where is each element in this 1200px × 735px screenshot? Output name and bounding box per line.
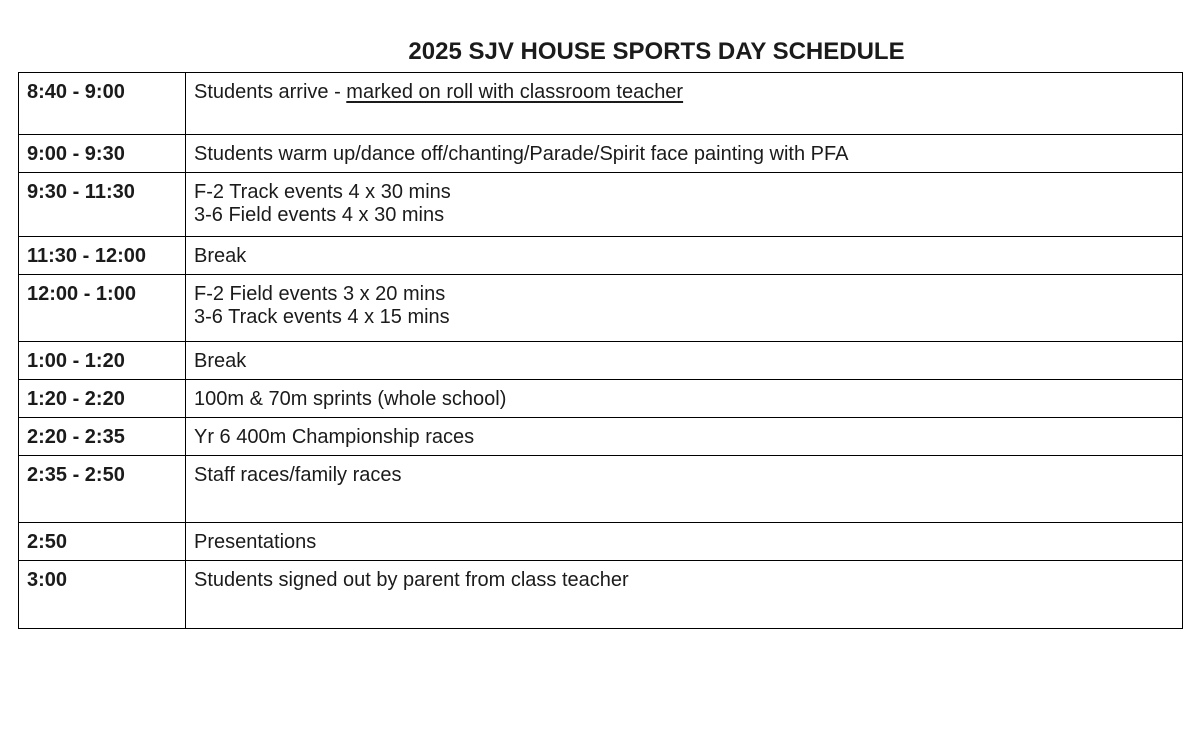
time-cell: 2:50 — [19, 523, 186, 561]
activity-cell — [186, 173, 1183, 237]
activity-text: Students warm up/dance off/chanting/Parade/Spirit face painting with PFA — [194, 143, 849, 165]
activity-text: F-2 Track events 4 x 30 mins — [194, 181, 451, 203]
activity-text-underlined: marked on roll with classroom teacher — [346, 81, 684, 103]
table-row — [19, 456, 1183, 523]
activity-cell — [186, 237, 1183, 275]
activity-text: Staff races/family races — [194, 464, 402, 486]
activity-text: Break — [194, 245, 247, 267]
activity-line — [194, 245, 1172, 268]
table-row — [19, 561, 1183, 629]
activity-cell — [186, 380, 1183, 418]
table-row — [19, 275, 1183, 342]
time-cell: 9:00 - 9:30 — [19, 135, 186, 173]
table-row — [19, 173, 1183, 237]
table-row — [19, 237, 1183, 275]
activity-line — [194, 531, 1172, 554]
activity-text: 100m & 70m sprints (whole school) — [194, 388, 507, 410]
time-cell: 3:00 — [19, 561, 186, 629]
activity-text: Break — [194, 350, 247, 372]
activity-cell — [186, 418, 1183, 456]
time-cell: 2:20 - 2:35 — [19, 418, 186, 456]
activity-cell — [186, 275, 1183, 342]
activity-line — [194, 388, 1172, 411]
activity-line — [194, 306, 1172, 329]
activity-cell — [186, 561, 1183, 629]
time-cell: 1:00 - 1:20 — [19, 342, 186, 380]
time-cell: 2:35 - 2:50 — [19, 456, 186, 523]
activity-text: Yr 6 400m Championship races — [194, 426, 475, 448]
activity-line — [194, 181, 1172, 204]
activity-line — [194, 204, 1172, 227]
activity-line — [194, 81, 1172, 104]
table-row — [19, 342, 1183, 380]
activity-cell — [186, 456, 1183, 523]
page-title: 2025 SJV HOUSE SPORTS DAY SCHEDULE — [408, 38, 905, 65]
time-cell: 12:00 - 1:00 — [19, 275, 186, 342]
activity-text: F-2 Field events 3 x 20 mins — [194, 283, 446, 305]
time-cell: 1:20 - 2:20 — [19, 380, 186, 418]
activity-text: 3-6 Track events 4 x 15 mins — [194, 306, 450, 328]
time-cell: 9:30 - 11:30 — [19, 173, 186, 237]
time-cell: 8:40 - 9:00 — [19, 73, 186, 135]
activity-cell — [186, 73, 1183, 135]
schedule-table — [18, 72, 1183, 629]
activity-line — [194, 350, 1172, 373]
activity-text: 3-6 Field events 4 x 30 mins — [194, 204, 445, 226]
table-row — [19, 380, 1183, 418]
activity-line — [194, 569, 1172, 592]
activity-cell — [186, 135, 1183, 173]
time-cell: 11:30 - 12:00 — [19, 237, 186, 275]
activity-text: Students arrive - — [194, 81, 347, 103]
table-row — [19, 135, 1183, 173]
activity-line — [194, 143, 1172, 166]
table-row — [19, 523, 1183, 561]
table-row — [19, 73, 1183, 135]
table-row — [19, 418, 1183, 456]
activity-cell — [186, 523, 1183, 561]
activity-line — [194, 426, 1172, 449]
activity-cell — [186, 342, 1183, 380]
activity-text: Presentations — [194, 531, 317, 553]
schedule-table-body — [19, 73, 1183, 629]
activity-line — [194, 464, 1172, 487]
activity-text: Students signed out by parent from class teacher — [194, 569, 629, 591]
activity-line — [194, 283, 1172, 306]
